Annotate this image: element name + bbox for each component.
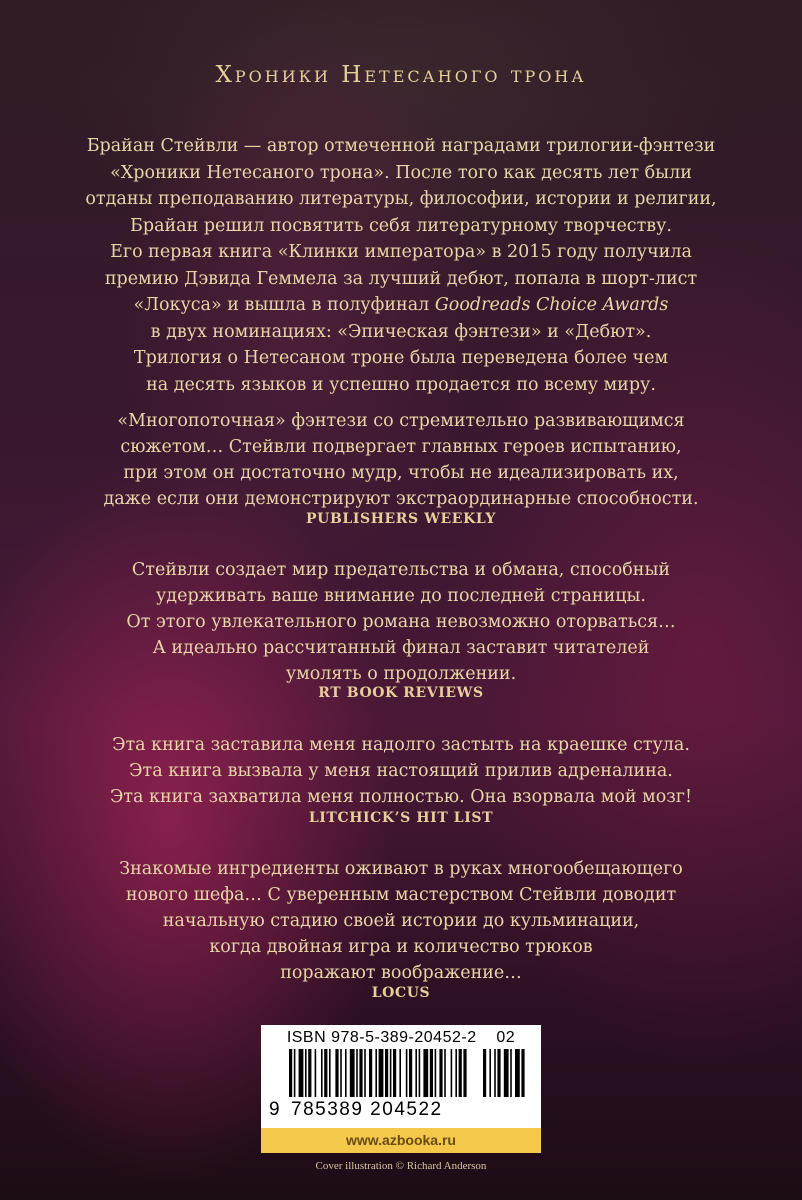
bio-line: на десять языков и успешно продается по всему миру. <box>146 374 656 395</box>
barcode-bars <box>269 1049 533 1101</box>
barcode-bar <box>451 1049 453 1097</box>
barcode-bar <box>390 1049 392 1097</box>
barcode-addon-bar <box>510 1049 512 1097</box>
author-bio <box>60 133 742 398</box>
barcode-bar <box>321 1049 323 1097</box>
barcode-bar <box>393 1049 396 1097</box>
barcode-addon-bar <box>483 1049 486 1097</box>
barcode-lead-digit: 9 <box>269 1099 282 1120</box>
barcode-bar <box>415 1049 417 1097</box>
barcode-addon-bar <box>497 1049 500 1097</box>
bio-line-text: «Локуса» и вышла в полуфинал <box>133 295 430 315</box>
quote-line: даже если они демонстрируют экстраординарные способности. <box>103 489 699 509</box>
barcode-bar <box>329 1049 331 1097</box>
quote-line: Эта книга заставила меня надолго застыть на краешке стула. <box>112 735 690 755</box>
quote-line: умолять о продолжении. <box>285 664 517 684</box>
bio-line: Брайан Стейвли — автор отмеченной наградами трилогии-фэнтези <box>86 136 716 156</box>
isbn-addon: 02 <box>496 1029 516 1046</box>
barcode-bar <box>419 1049 421 1097</box>
barcode-bar <box>375 1049 377 1097</box>
barcode-addon-bar <box>515 1049 520 1097</box>
barcode-bar <box>435 1049 437 1097</box>
barcode-addon-bar <box>494 1049 496 1097</box>
barcode-bar <box>294 1049 296 1097</box>
bio-line: Трилогия о Нетесаном троне была переведена более чем <box>133 348 669 368</box>
quote-line: начальную стадию своей истории до кульминации, <box>162 911 640 931</box>
review-source: PUBLISHERS WEEKLY <box>306 511 496 527</box>
review-quote <box>60 732 742 810</box>
isbn-line <box>261 1029 541 1047</box>
quote-line: поражают воображение… <box>280 963 522 983</box>
barcode-addon-bar <box>521 1049 524 1097</box>
quote-line: нового шефа… С уверенным мастерством Стейвли доводит <box>125 885 677 905</box>
quote-line: удерживать ваше внимание до последней страницы. <box>156 586 646 606</box>
quote-line: От этого увлекательного романа невозможно оторваться… <box>126 612 676 632</box>
review-quote <box>60 557 742 687</box>
barcode-bar <box>439 1049 442 1097</box>
barcode-bar <box>369 1049 372 1097</box>
barcode-bar <box>406 1049 408 1097</box>
barcode-bar <box>409 1049 412 1097</box>
bio-line: «Хроники Нетесаного трона». После того как десять лет были <box>110 162 692 183</box>
bio-line <box>60 292 742 319</box>
review-source: LOCUS <box>371 985 431 1001</box>
barcode-bar <box>459 1049 462 1097</box>
bio-line: Его первая книга «Клинки императора» в 2015 году получила <box>110 242 692 262</box>
barcode-bar <box>356 1049 358 1097</box>
quote-line: А идеально рассчитанный финал заставит читателей <box>152 638 650 658</box>
barcode-bar <box>315 1049 317 1097</box>
review-quote <box>60 408 742 512</box>
isbn-text: ISBN 978-5-389-20452-2 <box>286 1029 477 1046</box>
barcode-bar <box>305 1049 307 1097</box>
barcode-bar <box>379 1049 384 1097</box>
quote-line: Знакомые ингредиенты оживают в руках многообещающего <box>119 859 683 879</box>
barcode-bar <box>340 1049 342 1097</box>
quote-line: когда двойная игра и количество трюков <box>209 937 593 957</box>
barcode-bar <box>423 1049 428 1097</box>
barcode-bar <box>430 1049 433 1097</box>
barcode-bar <box>364 1049 366 1097</box>
award-name: Goodreads Choice Awards <box>434 295 669 315</box>
cover-credit: Cover illustration © Richard Anderson <box>315 1160 487 1172</box>
barcode-bar <box>335 1049 338 1097</box>
bio-line: премию Дэвида Геммела за лучший дебют, попала в шорт-лист <box>104 268 698 289</box>
barcode-bar <box>324 1049 327 1097</box>
review-source: RT BOOK REVIEWS <box>318 685 484 701</box>
barcode-bar <box>299 1049 304 1097</box>
quote-line: Эта книга захватила меня полностью. Она взорвала мой мозг! <box>109 787 693 807</box>
barcode-bar <box>308 1049 311 1097</box>
bio-line: отданы преподаванию литературы, философии, истории и религии, <box>85 189 717 209</box>
barcode-bar <box>455 1049 457 1097</box>
review-source: LITCHICK’S HIT LIST <box>308 810 494 826</box>
quote-line: при этом он достаточно мудр, чтобы не идеализировать их, <box>123 463 679 483</box>
barcode-number: 785389 204522 <box>291 1099 443 1120</box>
barcode-bar <box>385 1049 388 1097</box>
quote-line: Стейвли создает мир предательства и обмана, способный <box>131 560 671 580</box>
isbn-barcode <box>261 1025 541 1153</box>
barcode-bar <box>345 1049 347 1097</box>
bio-line: в двух номинациях: «Эпическая фэнтези» и «Дебют». <box>150 321 652 342</box>
barcode-bar <box>463 1049 466 1097</box>
review-quote <box>60 856 742 986</box>
barcode-bar <box>399 1049 401 1097</box>
barcode-addon-bar <box>504 1049 509 1097</box>
publisher-url: www.azbooka.ru <box>261 1128 541 1153</box>
bio-line: Брайан решил посвятить себя литературному творчеству. <box>130 215 672 236</box>
barcode-bar <box>289 1049 292 1097</box>
barcode-bar <box>444 1049 446 1097</box>
quote-line: сюжетом… Стейвли подвергает главных героев испытанию, <box>120 437 682 457</box>
barcode-bar <box>359 1049 362 1097</box>
quote-line: Эта книга вызвала у меня настоящий прилив адреналина. <box>129 761 673 781</box>
barcode-bar <box>350 1049 355 1097</box>
series-title: Хроники Нетесаного трона <box>215 62 587 88</box>
barcode-addon-bar <box>489 1049 491 1097</box>
quote-line: «Многопоточная» фэнтези со стремительно развивающимся <box>117 411 685 431</box>
